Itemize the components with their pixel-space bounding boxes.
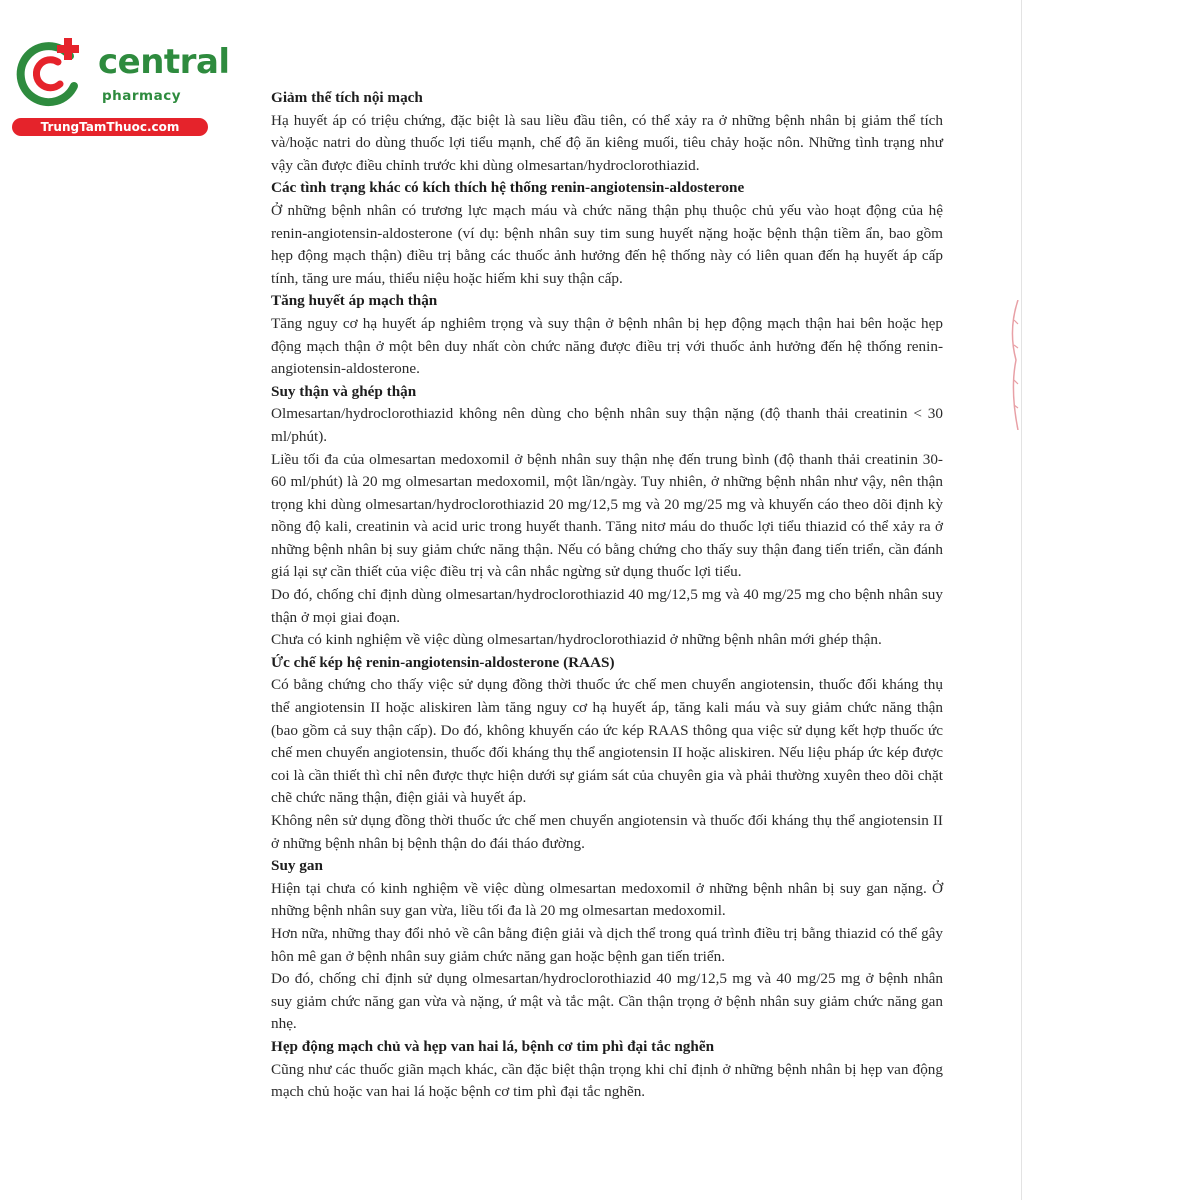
section-heading: Hẹp động mạch chủ và hẹp van hai lá, bệnh cơ tim phì đại tắc nghẽn (271, 1037, 715, 1055)
logo-url-banner: TrungTamThuoc.com (12, 118, 208, 136)
section-heading: Ức chế kép hệ renin-angiotensin-aldosterone (RAAS) (271, 653, 615, 671)
paragraph: Chưa có kinh nghiệm về việc dùng olmesartan/hydroclorothiazid ở những bệnh nhân mới ghép thận. (271, 631, 882, 649)
paragraph: Hiện tại chưa có kinh nghiệm về việc dùng olmesartan medoxomil ở những bệnh nhân bị suy gan nặng. Ở những bệnh nhân suy gan vừa, liều tối đa là 20 mg olmesartan medoxomil. (271, 879, 943, 920)
paragraph: Ở những bệnh nhân có trương lực mạch máu và chức năng thận phụ thuộc chủ yếu vào hoạt động của hệ renin-angiotensin-aldosterone (ví dụ: bệnh nhân suy tim sung huyết nặng hoặc bệnh thận tiềm ẩn, bao gồm hẹp động mạch thận) điều trị bằng các thuốc ảnh hưởng đến hệ thống này có liên quan đến hạ huyết áp cấp tính, tăng ure máu, thiểu niệu hoặc hiếm khi suy thận cấp. (271, 201, 943, 287)
page-edge (1021, 0, 1022, 1200)
section-heading: Tăng huyết áp mạch thận (271, 292, 438, 310)
section-renovascular-hypertension (271, 290, 943, 380)
section-heading: Suy thận và ghép thận (271, 382, 417, 400)
section-giam-the-tich (271, 87, 943, 177)
paragraph: Hạ huyết áp có triệu chứng, đặc biệt là sau liều đầu tiên, có thể xảy ra ở những bệnh nhân bị giảm thể tích và/hoặc natri do dùng thuốc lợi tiểu mạnh, chế độ ăn kiêng muối, tiêu chảy hoặc nôn. Những tình trạng như vậy cần được điều chỉnh trước khi dùng olmesartan/hydroclorothiazid. (271, 111, 943, 174)
paragraph: Tăng nguy cơ hạ huyết áp nghiêm trọng và suy thận ở bệnh nhân bị hẹp động mạch thận hai bên hoặc hẹp động mạch thận ở một bên duy nhất còn chức năng được điều trị với thuốc ảnh hưởng đến hệ thống renin-angiotensin-aldosterone. (271, 314, 943, 378)
section-heading: Giảm thể tích nội mạch (271, 89, 423, 106)
paragraph: Không nên sử dụng đồng thời thuốc ức chế men chuyển angiotensin và thuốc đối kháng thụ thể angiotensin II ở những bệnh nhân bị bệnh thận do đái tháo đường. (271, 812, 943, 852)
section-heading: Suy gan (271, 857, 323, 875)
paragraph: Có bằng chứng cho thấy việc sử dụng đồng thời thuốc ức chế men chuyển angiotensin, thuốc đối kháng thụ thể angiotensin II hoặc aliskiren làm tăng nguy cơ hạ huyết áp, tăng kali máu và suy giảm chức năng thận (bao gồm cả suy thận cấp). Do đó, không khuyến cáo ức kép RAAS thông qua việc sử dụng kết hợp thuốc ức chế men chuyển angiotensin, thuốc đối kháng thụ thể angiotensin II hoặc aliskiren. Nếu liệu pháp ức kép được coi là cần thiết thì chỉ nên được thực hiện dưới sự giám sát của chuyên gia và phải thường xuyên theo dõi chặt chẽ chức năng thận, điện giải và huyết áp. (271, 676, 943, 807)
section-hepatic-impairment (271, 855, 943, 1036)
paragraph: Olmesartan/hydroclorothiazid không nên dùng cho bệnh nhân suy thận nặng (độ thanh thải creatinin < 30 ml/phút). (271, 405, 943, 445)
paragraph: Cũng như các thuốc giãn mạch khác, cần đặc biệt thận trọng khi chỉ định ở những bệnh nhân bị hẹp van động mạch chủ hoặc van hai lá hoặc bệnh cơ tim phì đại tắc nghẽn. (271, 1060, 943, 1101)
stamp-edge-mark (1006, 300, 1020, 430)
logo-name: central (98, 42, 230, 82)
paragraph: Liều tối đa của olmesartan medoxomil ở bệnh nhân suy thận nhẹ đến trung bình (độ thanh thải creatinin 30- 60 ml/phút) là 20 mg olmesartan medoxomil, một lần/ngày. Tuy nhiên, ở những bệnh nhân như vậy, nên thận trọng khi dùng olmesartan/hydroclorothiazid 20 mg/12,5 mg và 20 mg/25 mg và khuyến cáo theo dõi định kỳ nồng độ kali, creatinin và acid uric trong huyết thanh. Tăng nitơ máu do thuốc lợi tiểu thiazid có thể xảy ra ở những bệnh nhân bị suy giảm chức năng thận. Nếu có bằng chứng cho thấy suy thận đang tiến triển, cần đánh giá lại sự cần thiết của việc điều trị và cân nhắc ngừng sử dụng thuốc lợi tiểu. (271, 450, 943, 581)
section-dual-raas-blockade (271, 652, 943, 855)
paragraph: Do đó, chống chỉ định sử dụng olmesartan/hydroclorothiazid 40 mg/12,5 mg và 40 mg/25 mg ở bệnh nhân suy giảm chức năng gan vừa và nặng, ứ mật và tắc mật. Cần thận trọng ở bệnh nhân suy giảm chức năng gan nhẹ. (271, 970, 943, 1033)
pharmacy-cross-logo-icon (12, 36, 88, 112)
section-renal-impairment (271, 381, 943, 652)
section-raas-stimulation (271, 177, 943, 290)
document-body (271, 87, 943, 1104)
paragraph: Hơn nữa, những thay đổi nhỏ về cân bằng điện giải và dịch thể trong quá trình điều trị bằng thiazid có thể gây hôn mê gan ở bệnh nhân suy giảm chức năng gan hoặc bệnh gan tiến triển. (271, 924, 943, 965)
section-stenosis-cardiomyopathy (271, 1036, 943, 1104)
logo-subtitle: pharmacy (102, 88, 182, 104)
section-heading: Các tình trạng khác có kích thích hệ thống renin-angiotensin-aldosterone (271, 179, 745, 197)
logo (12, 36, 230, 136)
paragraph: Do đó, chống chỉ định dùng olmesartan/hydroclorothiazid 40 mg/12,5 mg và 40 mg/25 mg cho bệnh nhân suy thận ở mọi giai đoạn. (271, 586, 943, 626)
